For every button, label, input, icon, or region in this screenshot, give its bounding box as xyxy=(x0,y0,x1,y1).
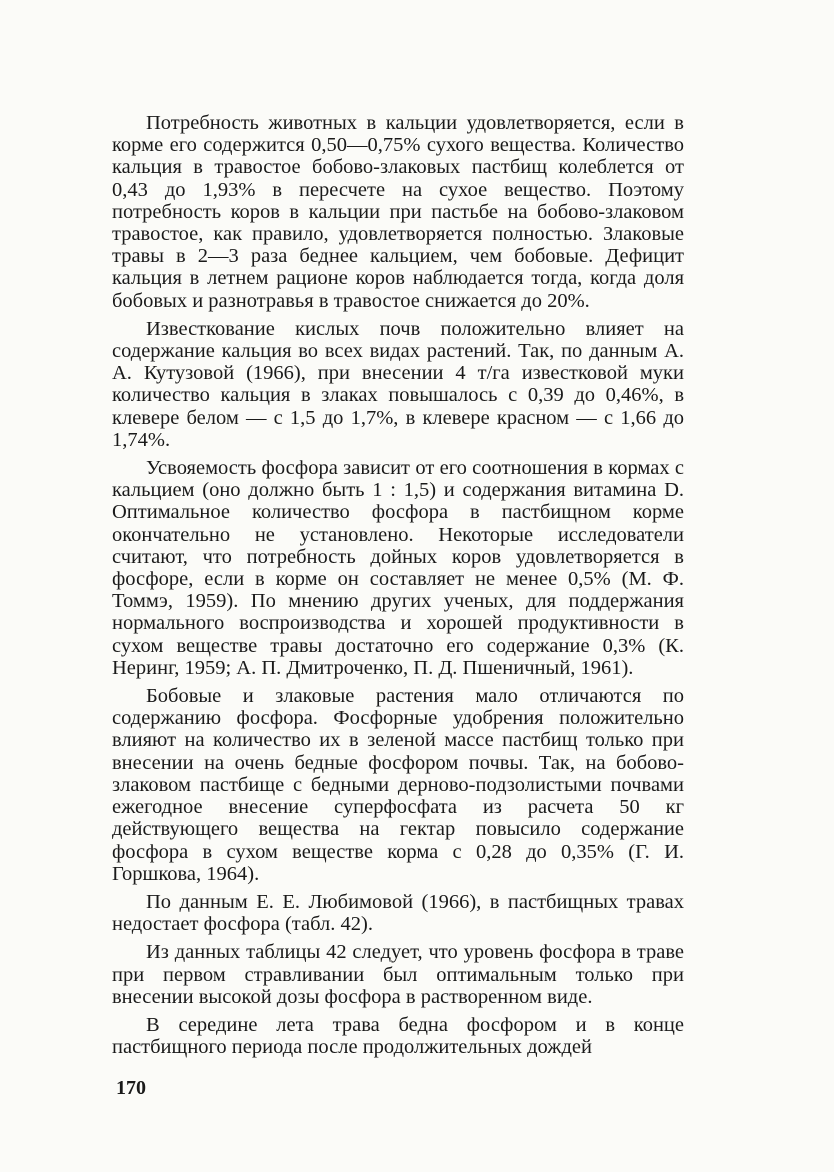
paragraph-table-42: Из данных таблицы 42 следует, что уровень фосфора в траве при первом стравливании был оптимальным только при внесении высокой дозы фосфора в растворенном виде. xyxy=(112,941,684,1008)
paragraph-legumes-grasses: Бобовые и злаковые растения мало отличаются по содержанию фосфора. Фосфорные удобрения положительно влияют на количество их в зеленой массе пастбищ только при внесении на очень бедные фосфором почвы. Так, на бобово-злаковом пастбище с бедными дерново-подзолистыми почвами ежегодное внесение суперфосфата из расчета 50 кг действующего вещества на гектар повысило содержание фосфора в сухом веществе корма с 0,28 до 0,35% (Г. И. Горшкова, 1964). xyxy=(112,685,684,885)
body-text xyxy=(112,112,684,1064)
paragraph-lyubimova: По данным Е. Е. Любимовой (1966), в пастбищных травах недостает фосфора (табл. 42). xyxy=(112,890,684,936)
paragraph-phosphorus-digestibility: Усвояемость фосфора зависит от его соотношения в кормах с кальцием (оно должно быть 1 : 1,5) и содержания витамина D. Оптимальное количество фосфора в пастбищном корме окончательно не установлено. Некоторые исследователи считают, что потребность дойных коров удовлетворяется в фосфоре, если в корме он составляет не менее 0,5% (М. Ф. Томмэ, 1959). По мнению других ученых, для поддержания нормального воспроизводства и хорошей продуктивности в сухом веществе травы достаточно его содержание 0,3% (К. Неринг, 1959; А. П. Дмитроченко, П. Д. Пшеничный, 1961). xyxy=(112,457,684,679)
paragraph-liming: Известкование кислых почв положительно влияет на содержание кальция во всех видах растений. Так, по данным А. А. Кутузовой (1966), при внесении 4 т/га известковой муки количество кальция в злаках повышалось с 0,39 до 0,46%, в клевере белом — с 1,5 до 1,7%, в клевере красном — с 1,66 до 1,74%. xyxy=(112,317,684,451)
page-number: 170 xyxy=(116,1077,146,1099)
paragraph-calcium-requirement: Потребность животных в кальции удовлетворяется, если в корме его содержится 0,50—0,75% сухого вещества. Количество кальция в травостое бобово-злаковых пастбищ колеблется от 0,43 до 1,93% в пересчете на сухое вещество. Поэтому потребность коров в кальции при пастьбе на бобово-злаковом травостое, как правило, удовлетворяется полностью. Злаковые травы в 2—3 раза беднее кальцием, чем бобовые. Дефицит кальция в летнем рационе коров наблюдается тогда, когда доля бобовых и разнотравья в травостое снижается до 20%. xyxy=(112,112,684,312)
paragraph-midsummer: В середине лета трава бедна фосфором и в конце пастбищного периода после продолжительных дождей xyxy=(112,1013,684,1059)
